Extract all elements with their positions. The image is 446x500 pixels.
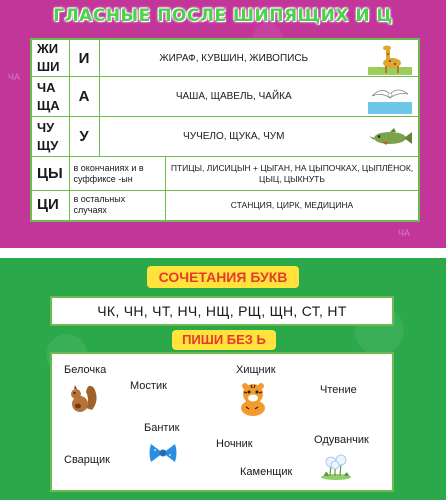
word-label: Хищник [236, 364, 276, 376]
examples-text: ЧУЧЕЛО, ЩУКА, ЧУМ [183, 131, 285, 142]
syllable: ЖИ [37, 41, 59, 56]
table-row [31, 77, 419, 117]
table-row [31, 39, 419, 77]
word-label: Ночник [216, 438, 253, 450]
syllables-cell [31, 117, 69, 157]
examples-cell: СТАНЦИЯ, ЦИРК, МЕДИЦИНА [165, 191, 419, 221]
condition-cell: в остальных случаях [69, 191, 165, 221]
syllables-cell [31, 39, 69, 77]
examples-cell: ПТИЦЫ, ЛИСИЦЫН + ЦЫГАН, НА ЦЫПОЧКАХ, ЦЫПЛЁНОК, ЦЫЦ, ЦЫКНУТЬ [165, 157, 419, 191]
examples-cell [99, 39, 419, 77]
divider [0, 248, 446, 258]
letter-combinations: ЧК, ЧН, ЧТ, НЧ, НЩ, РЩ, ЩН, СТ, НТ [50, 296, 394, 326]
table-row [31, 191, 419, 221]
word-label: Мостик [130, 380, 167, 392]
table-row [31, 117, 419, 157]
syllable: ЧУ [37, 119, 55, 135]
word-label: Чтение [320, 384, 357, 396]
vowel-cell: А [69, 77, 99, 117]
bow-icon [148, 440, 178, 466]
word-label: Сварщик [64, 454, 110, 466]
syllable: ЩУ [37, 137, 59, 153]
word-label: Белочка [64, 364, 107, 376]
examples-cell [99, 77, 419, 117]
seagull-icon [368, 80, 412, 114]
squirrel-icon [66, 382, 100, 414]
syllable: ЩА [37, 97, 60, 113]
syllables-cell [31, 77, 69, 117]
dandelion-icon [320, 450, 352, 480]
section-subtitle: ПИШИ БЕЗ Ь [172, 330, 276, 350]
word-label: Бантик [144, 422, 180, 434]
syllable-cell: ЦЫ [31, 157, 69, 191]
background-mark: ЧА [398, 228, 411, 238]
page-title: ГЛАСНЫЕ ПОСЛЕ ШИПЯЩИХ И Ц [53, 6, 393, 26]
syllable: ЧА [37, 79, 56, 95]
vowel-cell: У [69, 117, 99, 157]
examples-cell [99, 117, 419, 157]
syllable-cell: ЦИ [31, 191, 69, 221]
table-row [31, 157, 419, 191]
condition-cell: в окончаниях и в суффиксе -ын [69, 157, 165, 191]
section-title: СОЧЕТАНИЯ БУКВ [147, 266, 299, 288]
rules-table [30, 38, 420, 222]
syllable: ШИ [37, 59, 60, 74]
words-box [50, 352, 394, 492]
background-mark: ЧА [8, 72, 21, 82]
tiger-icon [234, 380, 272, 418]
giraffe-icon [368, 41, 412, 75]
vowel-cell: И [69, 39, 99, 77]
word-label: Каменщик [240, 466, 293, 478]
pike-icon [368, 120, 412, 154]
examples-text: ЖИРАФ, КУВШИН, ЖИВОПИСЬ [159, 52, 309, 64]
examples-text: ЧАША, ЩАВЕЛЬ, ЧАЙКА [175, 91, 292, 102]
word-label: Одуванчик [314, 434, 369, 446]
